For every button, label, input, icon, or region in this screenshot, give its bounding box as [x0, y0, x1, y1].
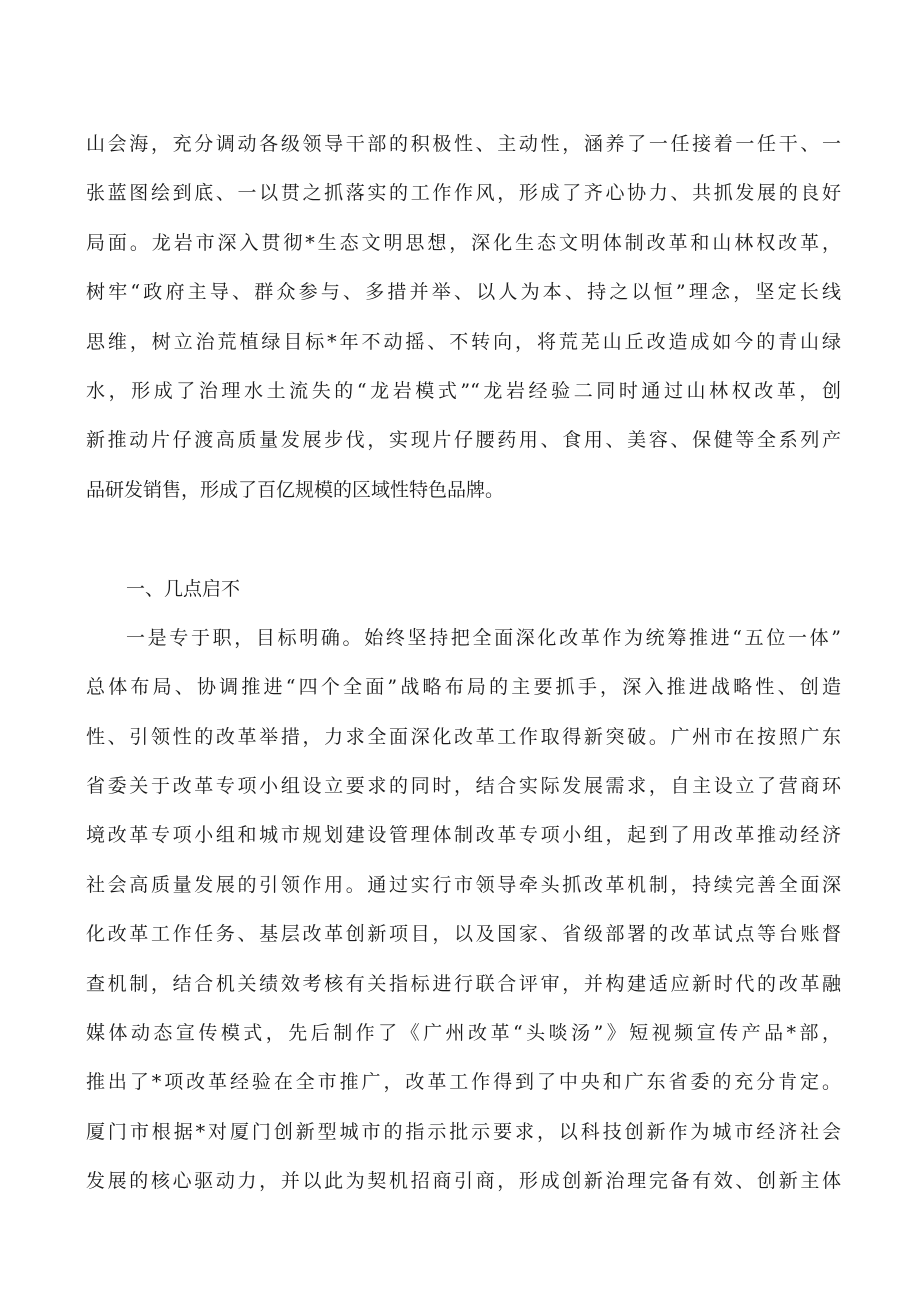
text-line: 局面。龙岩市深入贯彻*生态文明思想，深化生态文明体制改革和山林权改革， [86, 231, 841, 254]
heading-line: 一、几点启不 [126, 577, 241, 600]
text-line: 一是专于职，目标明确。始终坚持把全面深化改革作为统筹推进“五位一体” [126, 626, 841, 649]
text-line: 查机制，结合机关绩效考核有关指标进行联合评审，并构建适应新时代的改革融 [86, 972, 841, 995]
text-line: 推出了*项改革经验在全市推广，改革工作得到了中央和广东省委的充分肯定。 [86, 1071, 841, 1094]
text-line: 社会高质量发展的引领作用。通过实行市领导牵头抓改革机制，持续完善全面深 [86, 873, 841, 896]
text-line: 性、引领性的改革举措，力求全面深化改革工作取得新突破。广州市在按照广东 [86, 725, 841, 748]
text-line: 省委关于改革专项小组设立要求的同时，结合实际发展需求，自主设立了营商环 [86, 775, 841, 798]
text-line: 树牢“政府主导、群众参与、多措并举、以人为本、持之以恒”理念，坚定长线 [86, 281, 841, 304]
section-heading [86, 565, 841, 614]
document-body [86, 120, 841, 1207]
text-line: 思维，树立治荒植绿目标*年不动摇、不转向，将荒芜山丘改造成如今的青山绿 [86, 330, 841, 353]
text-line: 媒体动态宣传模式，先后制作了《广州改革“头啖汤”》短视频宣传产品*部， [86, 1022, 841, 1045]
text-line: 境改革专项小组和城市规划建设管理体制改革专项小组，起到了用改革推动经济 [86, 824, 841, 847]
text-line: 化改革工作任务、基层改革创新项目，以及国家、省级部署的改革试点等台账督 [86, 923, 841, 946]
text-line: 发展的核心驱动力，并以此为契机招商引商，形成创新治理完备有效、创新主体 [86, 1170, 841, 1193]
text-line: 新推动片仔渡高质量发展步伐，实现片仔腰药用、食用、美容、保健等全系列产 [86, 429, 841, 452]
paragraph-spacer [86, 515, 841, 564]
text-line: 山会海，充分调动各级领导干部的积极性、主动性，涵养了一任接着一任干、一 [86, 133, 841, 155]
paragraph-1 [86, 120, 841, 515]
text-line: 张蓝图绘到底、一以贯之抓落实的工作作风，形成了齐心协力、共抓发展的良好 [86, 182, 841, 205]
text-line: 品研发销售，形成了百亿规模的区域性特色品牌。 [86, 478, 505, 501]
text-line: 总体布局、协调推进“四个全面”战略布局的主要抓手，深入推进战略性、创造 [86, 676, 841, 699]
text-line: 水，形成了治理水土流失的“龙岩模式”“龙岩经验二同时通过山林权改革，创 [86, 379, 841, 402]
text-line: 厦门市根据*对厦门创新型城市的指示批示要求，以科技创新作为城市经济社会 [86, 1120, 841, 1143]
paragraph-2 [86, 614, 841, 1207]
